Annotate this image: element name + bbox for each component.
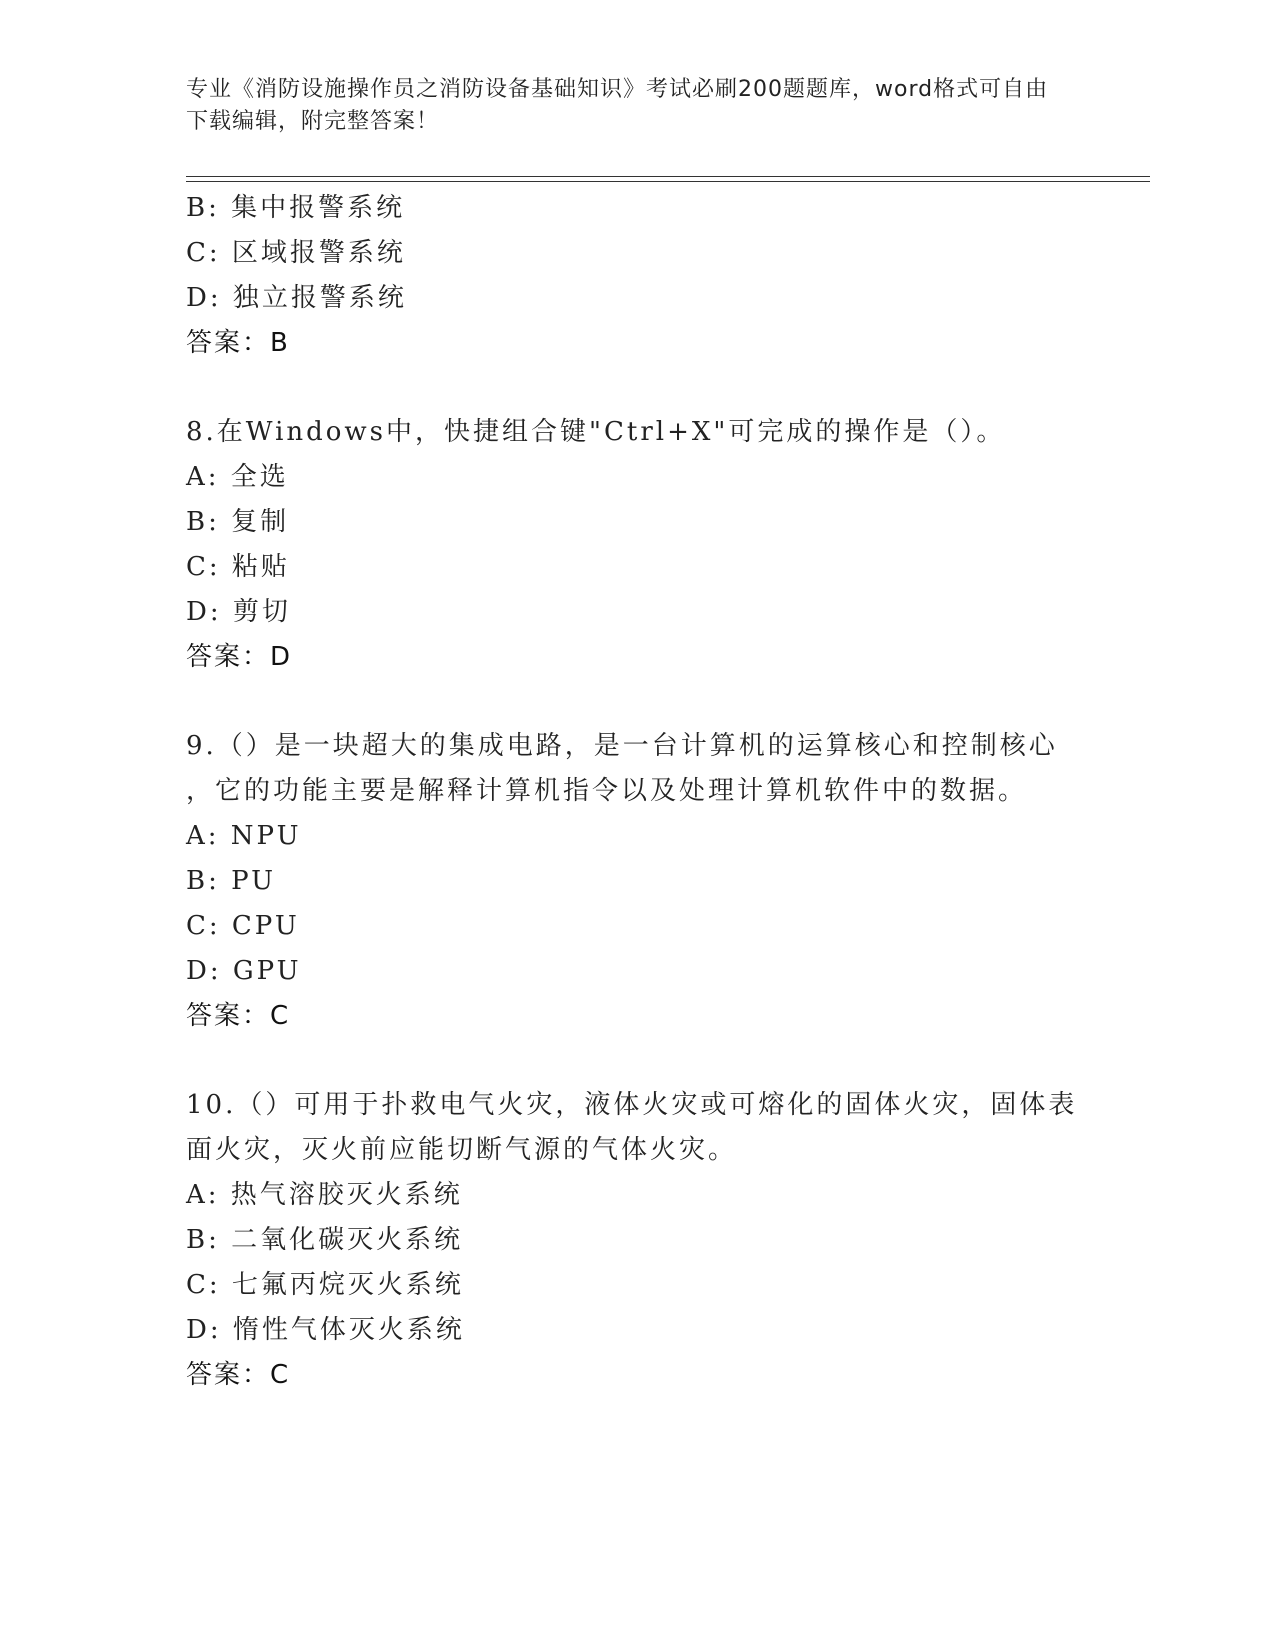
q9-answer: 答案：C xyxy=(186,1001,291,1031)
q9-stem-line1: 9.（）是一块超大的集成电路，是一台计算机的运算核心和控制核心 xyxy=(186,731,1058,761)
q8-option-d: D: 剪切 xyxy=(186,597,291,627)
q7-option-b: B: 集中报警系统 xyxy=(186,193,406,223)
q10-stem-line2: 面火灾，灭火前应能切断气源的气体火灾。 xyxy=(186,1135,738,1165)
q10-stem-line1: 10.（）可用于扑救电气火灾，液体火灾或可熔化的固体火灾，固体表 xyxy=(186,1090,1078,1120)
q10-option-b: B: 二氧化碳灭火系统 xyxy=(186,1225,464,1255)
q9-option-c: C: CPU xyxy=(186,911,300,941)
q9-option-b: B: PU xyxy=(186,866,277,896)
q7-answer: 答案：B xyxy=(186,328,290,358)
q8-stem: 8.在Windows中，快捷组合键"Ctrl+X"可完成的操作是（）。 xyxy=(186,417,1006,447)
q10-option-a: A: 热气溶胶灭火系统 xyxy=(186,1180,463,1210)
q10-answer: 答案：C xyxy=(186,1360,291,1390)
q8-answer: 答案：D xyxy=(186,642,293,672)
header-divider xyxy=(186,176,1150,182)
q7-option-d: D: 独立报警系统 xyxy=(186,283,407,313)
document-header: 专业《消防设施操作员之消防设备基础知识》考试必刷200题题库，word格式可自由下载编辑，附完整答案！ xyxy=(186,77,1049,134)
q8-option-b: B: 复制 xyxy=(186,507,290,537)
q10-option-c: C: 七氟丙烷灭火系统 xyxy=(186,1270,464,1300)
q9-option-a: A: NPU xyxy=(186,821,302,851)
q8-option-a: A: 全选 xyxy=(186,462,289,492)
q10-option-d: D: 惰性气体灭火系统 xyxy=(186,1315,465,1345)
q8-option-c: C: 粘贴 xyxy=(186,552,290,582)
q9-stem-line2: ，它的功能主要是解释计算机指令以及处理计算机软件中的数据。 xyxy=(186,776,1028,806)
q9-option-d: D: GPU xyxy=(186,956,302,986)
q7-option-c: C: 区域报警系统 xyxy=(186,238,406,268)
